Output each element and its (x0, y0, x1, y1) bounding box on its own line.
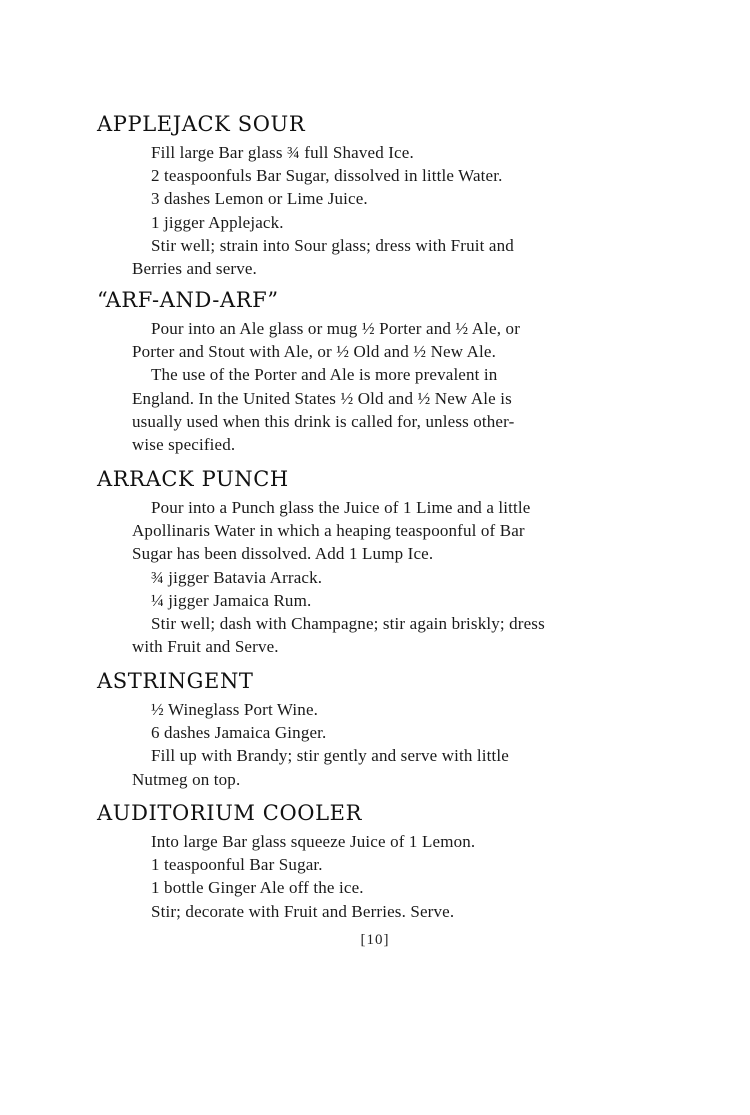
recipe-line: Pour into a Punch glass the Juice of 1 Lime and a little (151, 498, 531, 517)
recipe-line: Stir well; strain into Sour glass; dress with Fruit and (151, 235, 514, 255)
recipe-entry (97, 286, 642, 456)
recipe-line: 2 teaspoonfuls Bar Sugar, dissolved in little Water. (151, 166, 503, 186)
recipe-line: Apollinaris Water in which a heaping teaspoonful of Bar (132, 521, 525, 541)
recipe-line: Fill up with Brandy; stir gently and serve with little (151, 746, 509, 766)
recipe-line: ¼ jigger Jamaica Rum. (151, 590, 312, 610)
recipe-line: Berries and serve. (132, 259, 257, 279)
recipe-line: Porter and Stout with Ale, or ½ Old and ½ New Ale. (132, 342, 496, 362)
recipe-line: Stir; decorate with Fruit and Berries. Serve. (151, 901, 455, 921)
recipe-title: AUDITORIUM COOLER (97, 801, 362, 825)
recipe-line: 1 teaspoonful Bar Sugar. (151, 855, 323, 875)
recipe-line: Stir well; dash with Champagne; stir again briskly; dress (151, 614, 545, 634)
recipe-line: The use of the Porter and Ale is more prevalent in (151, 365, 498, 385)
recipe-entry (97, 667, 642, 791)
recipe-entry (97, 799, 642, 923)
recipe-line: 3 dashes Lemon or Lime Juice. (151, 189, 368, 209)
recipe-line: Sugar has been dissolved. Add 1 Lump Ice. (132, 544, 434, 564)
recipe-line: with Fruit and Serve. (132, 637, 279, 657)
recipe-line: 1 jigger Applejack. (151, 212, 284, 232)
recipe-line: Into large Bar glass squeeze Juice of 1 Lemon. (151, 832, 476, 851)
recipe-line: 1 bottle Ginger Ale off the ice. (151, 878, 364, 898)
recipe-line: ¾ jigger Batavia Arrack. (151, 567, 323, 587)
recipe-line: wise specified. (132, 435, 236, 455)
recipe-title: ARRACK PUNCH (97, 467, 289, 491)
recipe-entry (97, 465, 642, 658)
recipe-line: ½ Wineglass Port Wine. (151, 700, 319, 719)
recipe-line: 6 dashes Jamaica Ginger. (151, 723, 327, 743)
recipe-title: “ARF-AND-ARF” (97, 288, 279, 312)
recipe-line: Nutmeg on top. (132, 769, 241, 789)
recipe-line: Fill large Bar glass ¾ full Shaved Ice. (151, 143, 414, 162)
recipe-line: Pour into an Ale glass or mug ½ Porter and ½ Ale, or (151, 319, 521, 338)
recipe-line: usually used when this drink is called for, unless other- (132, 411, 515, 431)
recipe-line: England. In the United States ½ Old and ½ New Ale is (132, 388, 512, 408)
recipe-entry (97, 110, 642, 280)
recipe-title: APPLEJACK SOUR (97, 112, 306, 136)
recipe-title: ASTRINGENT (97, 669, 254, 693)
page-number: [10] (360, 932, 390, 948)
